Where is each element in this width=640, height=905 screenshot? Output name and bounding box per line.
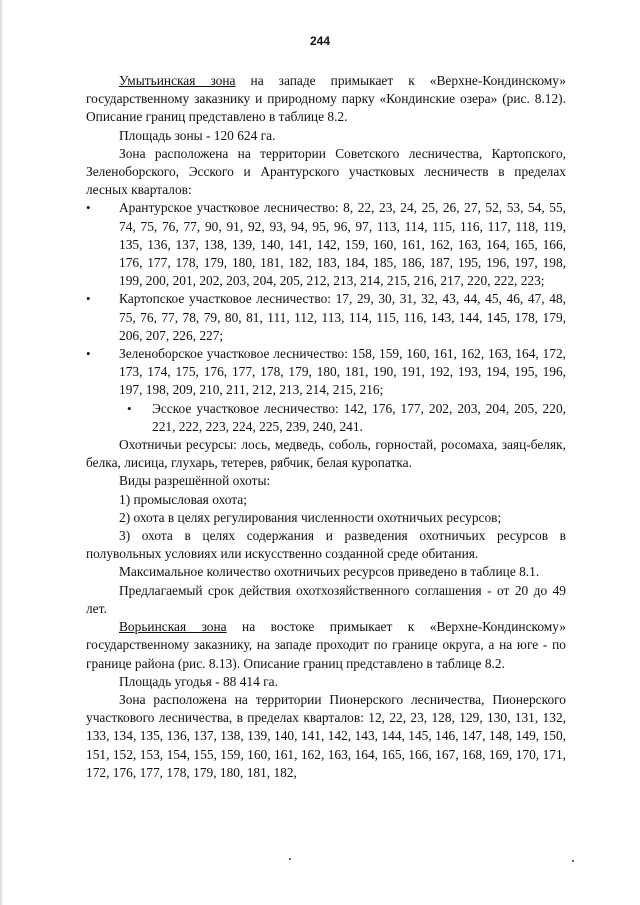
umyt-location: Зона расположена на территории Советского лесничества, Картопского, Зеленоборского, Эсского и Арантурского участковых лесничеств в пределах лесных кварталов: — [86, 145, 566, 198]
hunting-type-item: 2) охота в целях регулирования численности охотничьих ресурсов; — [119, 509, 502, 525]
vory-intro-paragraph — [86, 618, 566, 673]
vory-area: Площадь угодья - 88 414 га. — [119, 673, 278, 689]
max-resources-note: Максимальное количество охотничьих ресурсов приведено в таблице 8.1. — [119, 564, 540, 580]
vory-zone-name: Ворьинская зона — [119, 619, 227, 635]
forestry-sublist — [119, 400, 566, 436]
document-body — [86, 72, 566, 782]
scan-speck — [289, 858, 291, 860]
agreement-term: Предлагаемый срок действия охотхозяйственного соглашения - от 20 до 49 лет. — [86, 582, 566, 616]
page-edge-shadow — [0, 0, 3, 905]
forestry-zelenobor-text: Зеленоборское участковое лесничество: 158, 159, 160, 161, 162, 163, 164, 172, 173, 174, 175, 176, 177, 178, 179, 180, 181, 190, 191, 192, 193, 194, 195, 196, 197, 198, 209, 210, 211, 212, 213, 214, 215, 216; — [119, 346, 566, 398]
hunting-resources: Охотничьи ресурсы: лось, медведь, соболь, горностай, росомаха, заяц-беляк, белка, лисица, глухарь, тетерев, рябчик, белая куропатка. — [86, 437, 566, 471]
forestry-list — [86, 199, 566, 436]
scan-speck — [572, 860, 574, 862]
forestry-item-arantur: • Арантурское участковое лесничество: 8, 22, 23, 24, 25, 26, 27, 52, 53, 54, 55, 74, 75, 76, 77, 90, 91, 92, 93, 94, 95, 96, 97, 113, 114, 115, 116, 117, 118, 119, 135, 136, 137, 138, 139, 140, 141, 142, 159, 160, 161, 162, 163, 164, 165, 166, 176, 177, 178, 179, 180, 181, 182, 183, 184, 185, 186, 187, 195, 196, 197, 198, 199, 200, 201, 202, 203, 204, 205, 212, 213, 214, 215, 216, 217, 220, 222, 223; — [119, 199, 566, 290]
hunting-type-item: 1) промысловая охота; — [119, 491, 247, 507]
page-number: 244 — [309, 34, 331, 48]
umyt-intro-text: на западе примыкает к «Верхне-Кондинскому» государственному заказнику и природному парку «Кондинские озера» (рис. 8.12). Описание границ представлено в таблице 8.2. — [86, 73, 566, 125]
vory-location: Зона расположена на территории Пионерского лесничества, Пионерского участкового лесничества, в пределах кварталов: 12, 22, 23, 128, 129, 130, 131, 132, 133, 134, 135, 136, 137, 138, 139, 140, 141, 142, 143, 144, 145, 146, 147, 148, 149, 150, 151, 152, 153, 154, 155, 159, 160, 161, 162, 163, 164, 165, 166, 167, 168, 169, 170, 171, 172, 176, 177, 178, 179, 180, 181, 182, — [86, 691, 566, 780]
umyt-zone-name: Умытьинская зона — [119, 73, 236, 88]
forestry-item-kartop: • Картопское участковое лесничество: 17, 29, 30, 31, 32, 43, 44, 45, 46, 47, 48, 75, 76, 77, 78, 79, 80, 81, 111, 112, 113, 114, 115, 116, 143, 144, 145, 178, 179, 206, 207, 226, 227; — [119, 290, 566, 345]
vory-intro-text: на востоке примыкает к «Верхне-Кондинскому» государственному заказнику, на западе проходит по границе округа, а на юге - по границе района (рис. 8.13). Описание границ представлено в таблице 8.2. — [86, 619, 566, 671]
umyt-intro-paragraph — [86, 72, 566, 127]
hunting-types-title: Виды разрешённой охоты: — [119, 473, 271, 489]
umyt-area: Площадь зоны - 120 624 га. — [119, 127, 276, 143]
hunting-type-item: 3) охота в целях содержания и разведения охотничьих ресурсов в полувольных условиях или искусственно созданной среде обитания. — [86, 528, 566, 562]
forestry-item-esskoe: • Эсское участковое лесничество: 142, 176, 177, 202, 203, 204, 205, 220, 221, 222, 223, 224, 225, 239, 240, 241. — [152, 400, 566, 436]
forestry-item-zelenobor — [119, 345, 566, 436]
